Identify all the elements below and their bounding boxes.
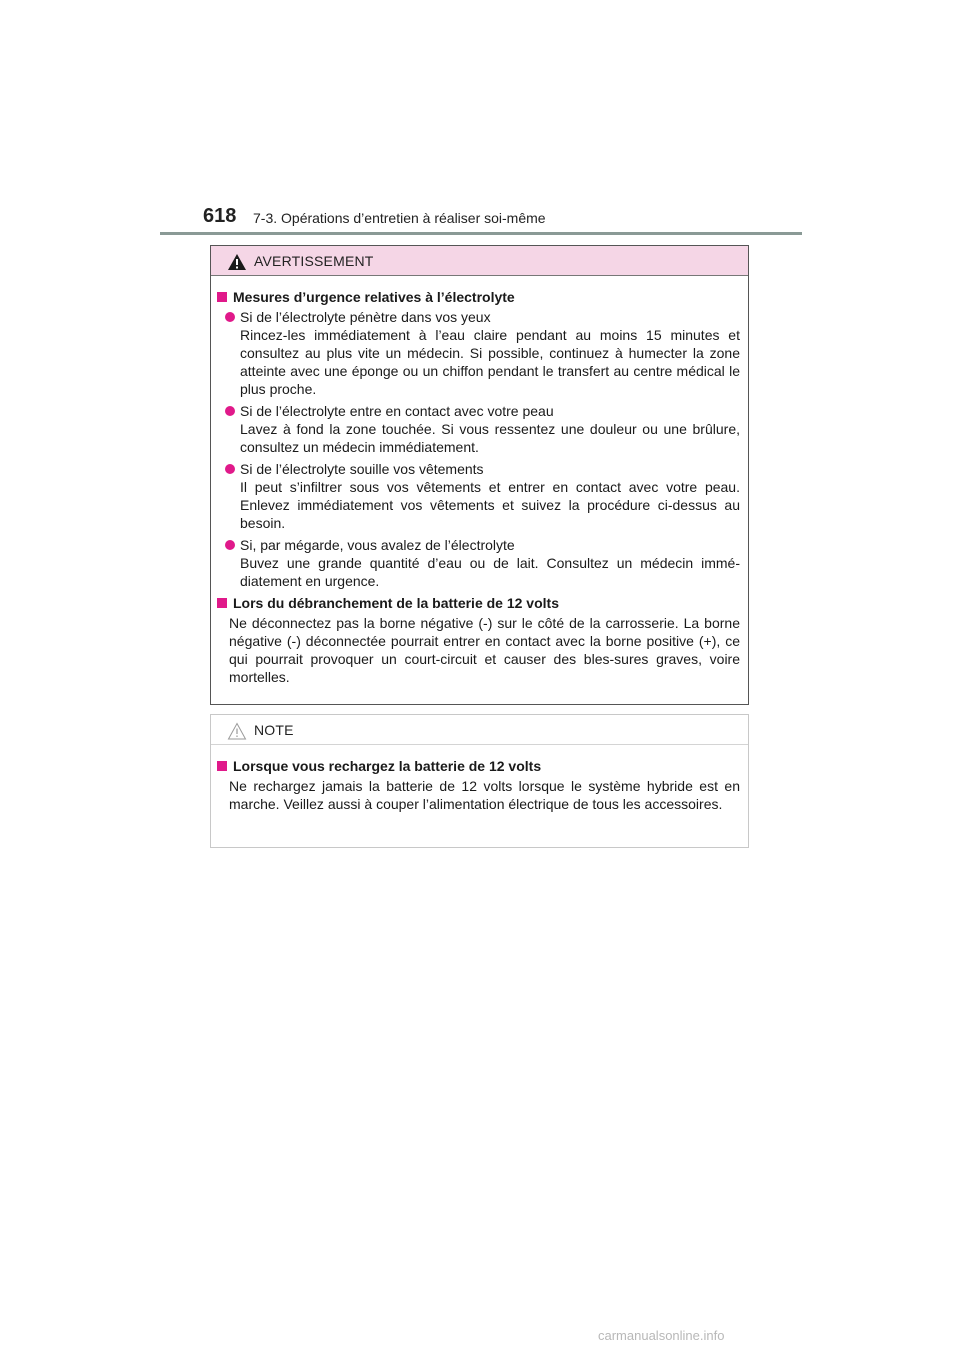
page-number: 618 <box>203 205 237 227</box>
section-heading-text: Lors du débranchement de la batterie de 12 volts <box>233 595 559 611</box>
list-item <box>225 402 740 456</box>
note-label: NOTE <box>254 722 294 738</box>
header-rule <box>160 232 802 235</box>
round-bullet-icon <box>225 464 235 474</box>
section-heading-text: Mesures d’urgence relatives à l’électrolyte <box>233 289 515 305</box>
section-heading-text: Lorsque vous rechargez la batterie de 12 volts <box>233 758 542 774</box>
note-body <box>211 745 748 813</box>
list-item-title: Si de l’électrolyte entre en contact avec votre peau <box>240 403 554 419</box>
round-bullet-icon <box>225 406 235 416</box>
list-item <box>225 460 740 532</box>
list-item-title: Si de l’électrolyte pénètre dans vos yeux <box>240 309 491 325</box>
list-item-title: Si, par mégarde, vous avalez de l’électrolyte <box>240 537 515 553</box>
round-bullet-icon <box>225 312 235 322</box>
list-item-text: Rincez-les immédiatement à l’eau claire pendant au moins 15 minutes et consultez au plus vite un médecin. Si possible, continuez à humecter la zone atteinte avec une éponge ou un chiffon pendant le transfert au centre médical le plus proche. <box>240 327 740 397</box>
square-bullet-icon <box>217 598 227 608</box>
list-item <box>225 536 740 590</box>
note-box-header <box>211 715 748 745</box>
round-bullet-icon <box>225 540 235 550</box>
warning-box <box>210 245 749 705</box>
watermark[interactable]: carmanualsonline.info <box>598 1328 725 1343</box>
list-item-text: Lavez à fond la zone touchée. Si vous ressentez une douleur ou une brûlure, consultez un médecin immédiatement. <box>240 421 740 455</box>
list-item-title: Si de l’électrolyte souille vos vêtements <box>240 461 484 477</box>
square-bullet-icon <box>217 292 227 302</box>
section-heading <box>215 288 740 306</box>
square-bullet-icon <box>217 761 227 771</box>
caution-outline-icon <box>227 722 247 740</box>
warning-triangle-icon <box>227 253 247 271</box>
list-item <box>225 308 740 398</box>
section-heading <box>215 594 740 612</box>
warning-body <box>211 276 748 686</box>
list-item-text: Il peut s’infiltrer sous vos vêtements et entrer en contact avec votre peau. Enlevez immédiatement vos vêtements et suivez la procédure ci-dessus au besoin. <box>240 479 740 531</box>
warning-label: AVERTISSEMENT <box>254 253 374 269</box>
note-box <box>210 714 749 848</box>
warning-box-header <box>211 246 748 276</box>
list-item-text: Buvez une grande quantité d’eau ou de lait. Consultez un médecin immé-diatement en urgence. <box>240 555 740 589</box>
section-title: 7-3. Opérations d’entretien à réaliser soi-même <box>253 210 546 226</box>
section-paragraph: Ne rechargez jamais la batterie de 12 volts lorsque le système hybride est en marche. Veillez aussi à couper l’alimentation électrique de tous les accessoires. <box>229 778 740 812</box>
section-paragraph: Ne déconnectez pas la borne négative (-) sur le côté de la carrosserie. La borne négative (-) déconnectée pourrait entrer en contact avec la borne positive (+), ce qui pourrait provoquer un court-circuit et causer des bles-sures graves, voire mortelles. <box>229 615 740 685</box>
section-heading <box>215 757 740 775</box>
